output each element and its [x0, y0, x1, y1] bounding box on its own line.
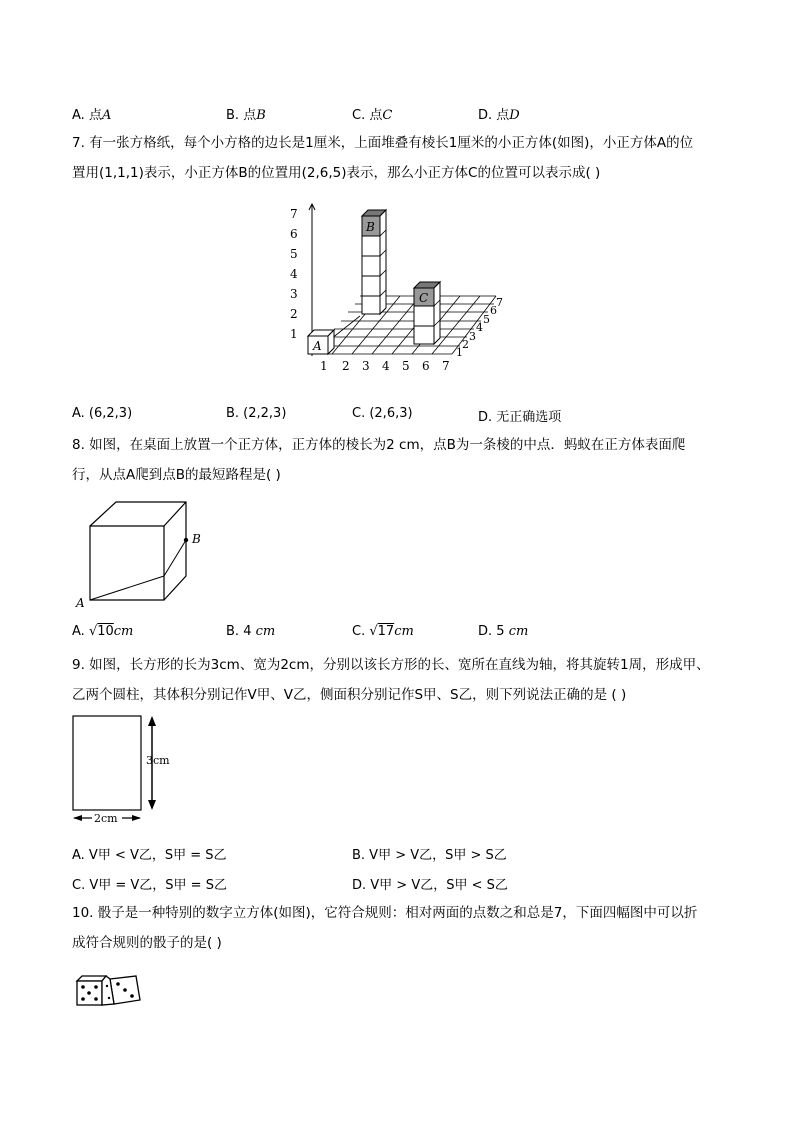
cube-column-b [362, 210, 386, 314]
q8-option-b[interactable]: B. 4 cm [226, 624, 276, 639]
q10-dice-icon [74, 972, 144, 1008]
cube-b-label: B [366, 220, 375, 234]
q8-option-c[interactable]: C. √17cm [352, 624, 414, 639]
q8-option-a[interactable]: A. √10cm [72, 624, 134, 639]
q7-option-b[interactable]: B. (2,2,3) [226, 406, 287, 421]
q7-option-a[interactable]: A. (6,2,3) [72, 406, 133, 421]
point-b-dot [184, 538, 188, 542]
y-axis-ticks [290, 207, 298, 341]
point-a-label: A [76, 596, 85, 610]
q7-stem-line2: 置用(1,1,1)表示，小正方体B的位置用(2,6,5)表示，那么小正方体C的位置可以表示成( ) [72, 165, 601, 181]
q7-option-d[interactable]: D. 无正确选项 [478, 410, 562, 425]
q9-option-b[interactable]: B. V甲 > V乙，S甲 > S乙 [352, 848, 507, 863]
q9-option-a[interactable]: A. V甲 < V乙，S甲 = S乙 [72, 848, 227, 863]
q8-stem-line2: 行，从点A爬到点B的最短路程是( ) [72, 467, 281, 483]
y-tick: 3 [290, 287, 298, 301]
q9-option-d[interactable]: D. V甲 > V乙，S甲 < S乙 [352, 878, 508, 893]
width-label: 2cm [94, 812, 118, 825]
z-tick: 6 [490, 304, 497, 317]
height-label: 3cm [146, 754, 170, 767]
q8-cube-figure [72, 498, 212, 610]
z-tick: 1 [456, 346, 463, 359]
z-tick: 3 [469, 330, 476, 343]
q7-option-c[interactable]: C. (2,6,3) [352, 406, 413, 421]
sqrt-symbol: √ [369, 624, 378, 639]
q10-stem-line1: 10. 骰子是一种特别的数字立方体(如图)，它符合规则：相对两面的点数之和总是7，下面四幅图中可以折 [72, 905, 698, 921]
q10-stem [72, 898, 732, 958]
q9-stem-line2: 乙两个圆柱，其体积分别记作V甲、V乙，侧面积分别记作S甲、S乙，则下列说法正确的是 ( ) [72, 687, 627, 703]
point-b-label: B [192, 532, 201, 546]
q8-option-d[interactable]: D. 5 cm [478, 624, 529, 639]
q9-rectangle-figure [72, 712, 182, 828]
y-tick: 6 [290, 227, 298, 241]
x-tick: 5 [402, 359, 410, 373]
q7-stem-line1: 7. 有一张方格纸，每个小方格的边长是1厘米，上面堆叠有棱长1厘米的小正方体(如图)，小正方体A的位 [72, 135, 694, 151]
q8-stem [72, 430, 732, 490]
cube-column-c [414, 282, 440, 344]
q9-option-c[interactable]: C. V甲 = V乙，S甲 = S乙 [72, 878, 227, 893]
q6-option-c[interactable]: C. 点C [352, 108, 393, 123]
sqrt-symbol: √ [88, 624, 98, 639]
z-tick: 4 [476, 321, 483, 334]
q7-cube-grid-figure [280, 196, 520, 376]
q8-stem-line1: 8. 如图，在桌面上放置一个正方体，正方体的棱长为2 cm，点B为一条棱的中点．蚂蚁在正方体表面爬 [72, 437, 686, 453]
q6-option-a[interactable]: A. 点A [72, 108, 112, 123]
q9-stem [72, 650, 732, 710]
q10-stem-line2: 成符合规则的骰子的是( ) [72, 935, 222, 951]
y-tick: 4 [290, 267, 298, 281]
y-tick: 1 [290, 327, 298, 341]
z-tick: 2 [462, 338, 469, 351]
z-axis-ticks [456, 296, 503, 359]
x-tick: 7 [442, 359, 450, 373]
q9-stem-line1: 9. 如图，长方形的长为3cm、宽为2cm，分别以该长方形的长、宽所在直线为轴，将其旋转1周，形成甲、 [72, 657, 710, 673]
y-tick: 5 [290, 247, 298, 261]
x-tick: 3 [362, 359, 370, 373]
x-axis-ticks [320, 359, 450, 373]
x-tick: 6 [422, 359, 430, 373]
x-tick: 2 [342, 359, 350, 373]
y-tick: 7 [290, 207, 298, 221]
y-tick: 2 [290, 307, 298, 321]
q6-option-d[interactable]: D. 点D [478, 108, 520, 123]
x-tick: 4 [382, 359, 390, 373]
cube-c-label: C [419, 291, 429, 305]
cube-a [308, 330, 334, 354]
q7-stem [72, 128, 732, 188]
q6-option-b[interactable]: B. 点B [226, 108, 266, 123]
z-tick: 7 [496, 296, 503, 309]
z-tick: 5 [483, 313, 490, 326]
x-tick: 1 [320, 359, 328, 373]
cube-a-label: A [313, 339, 322, 353]
